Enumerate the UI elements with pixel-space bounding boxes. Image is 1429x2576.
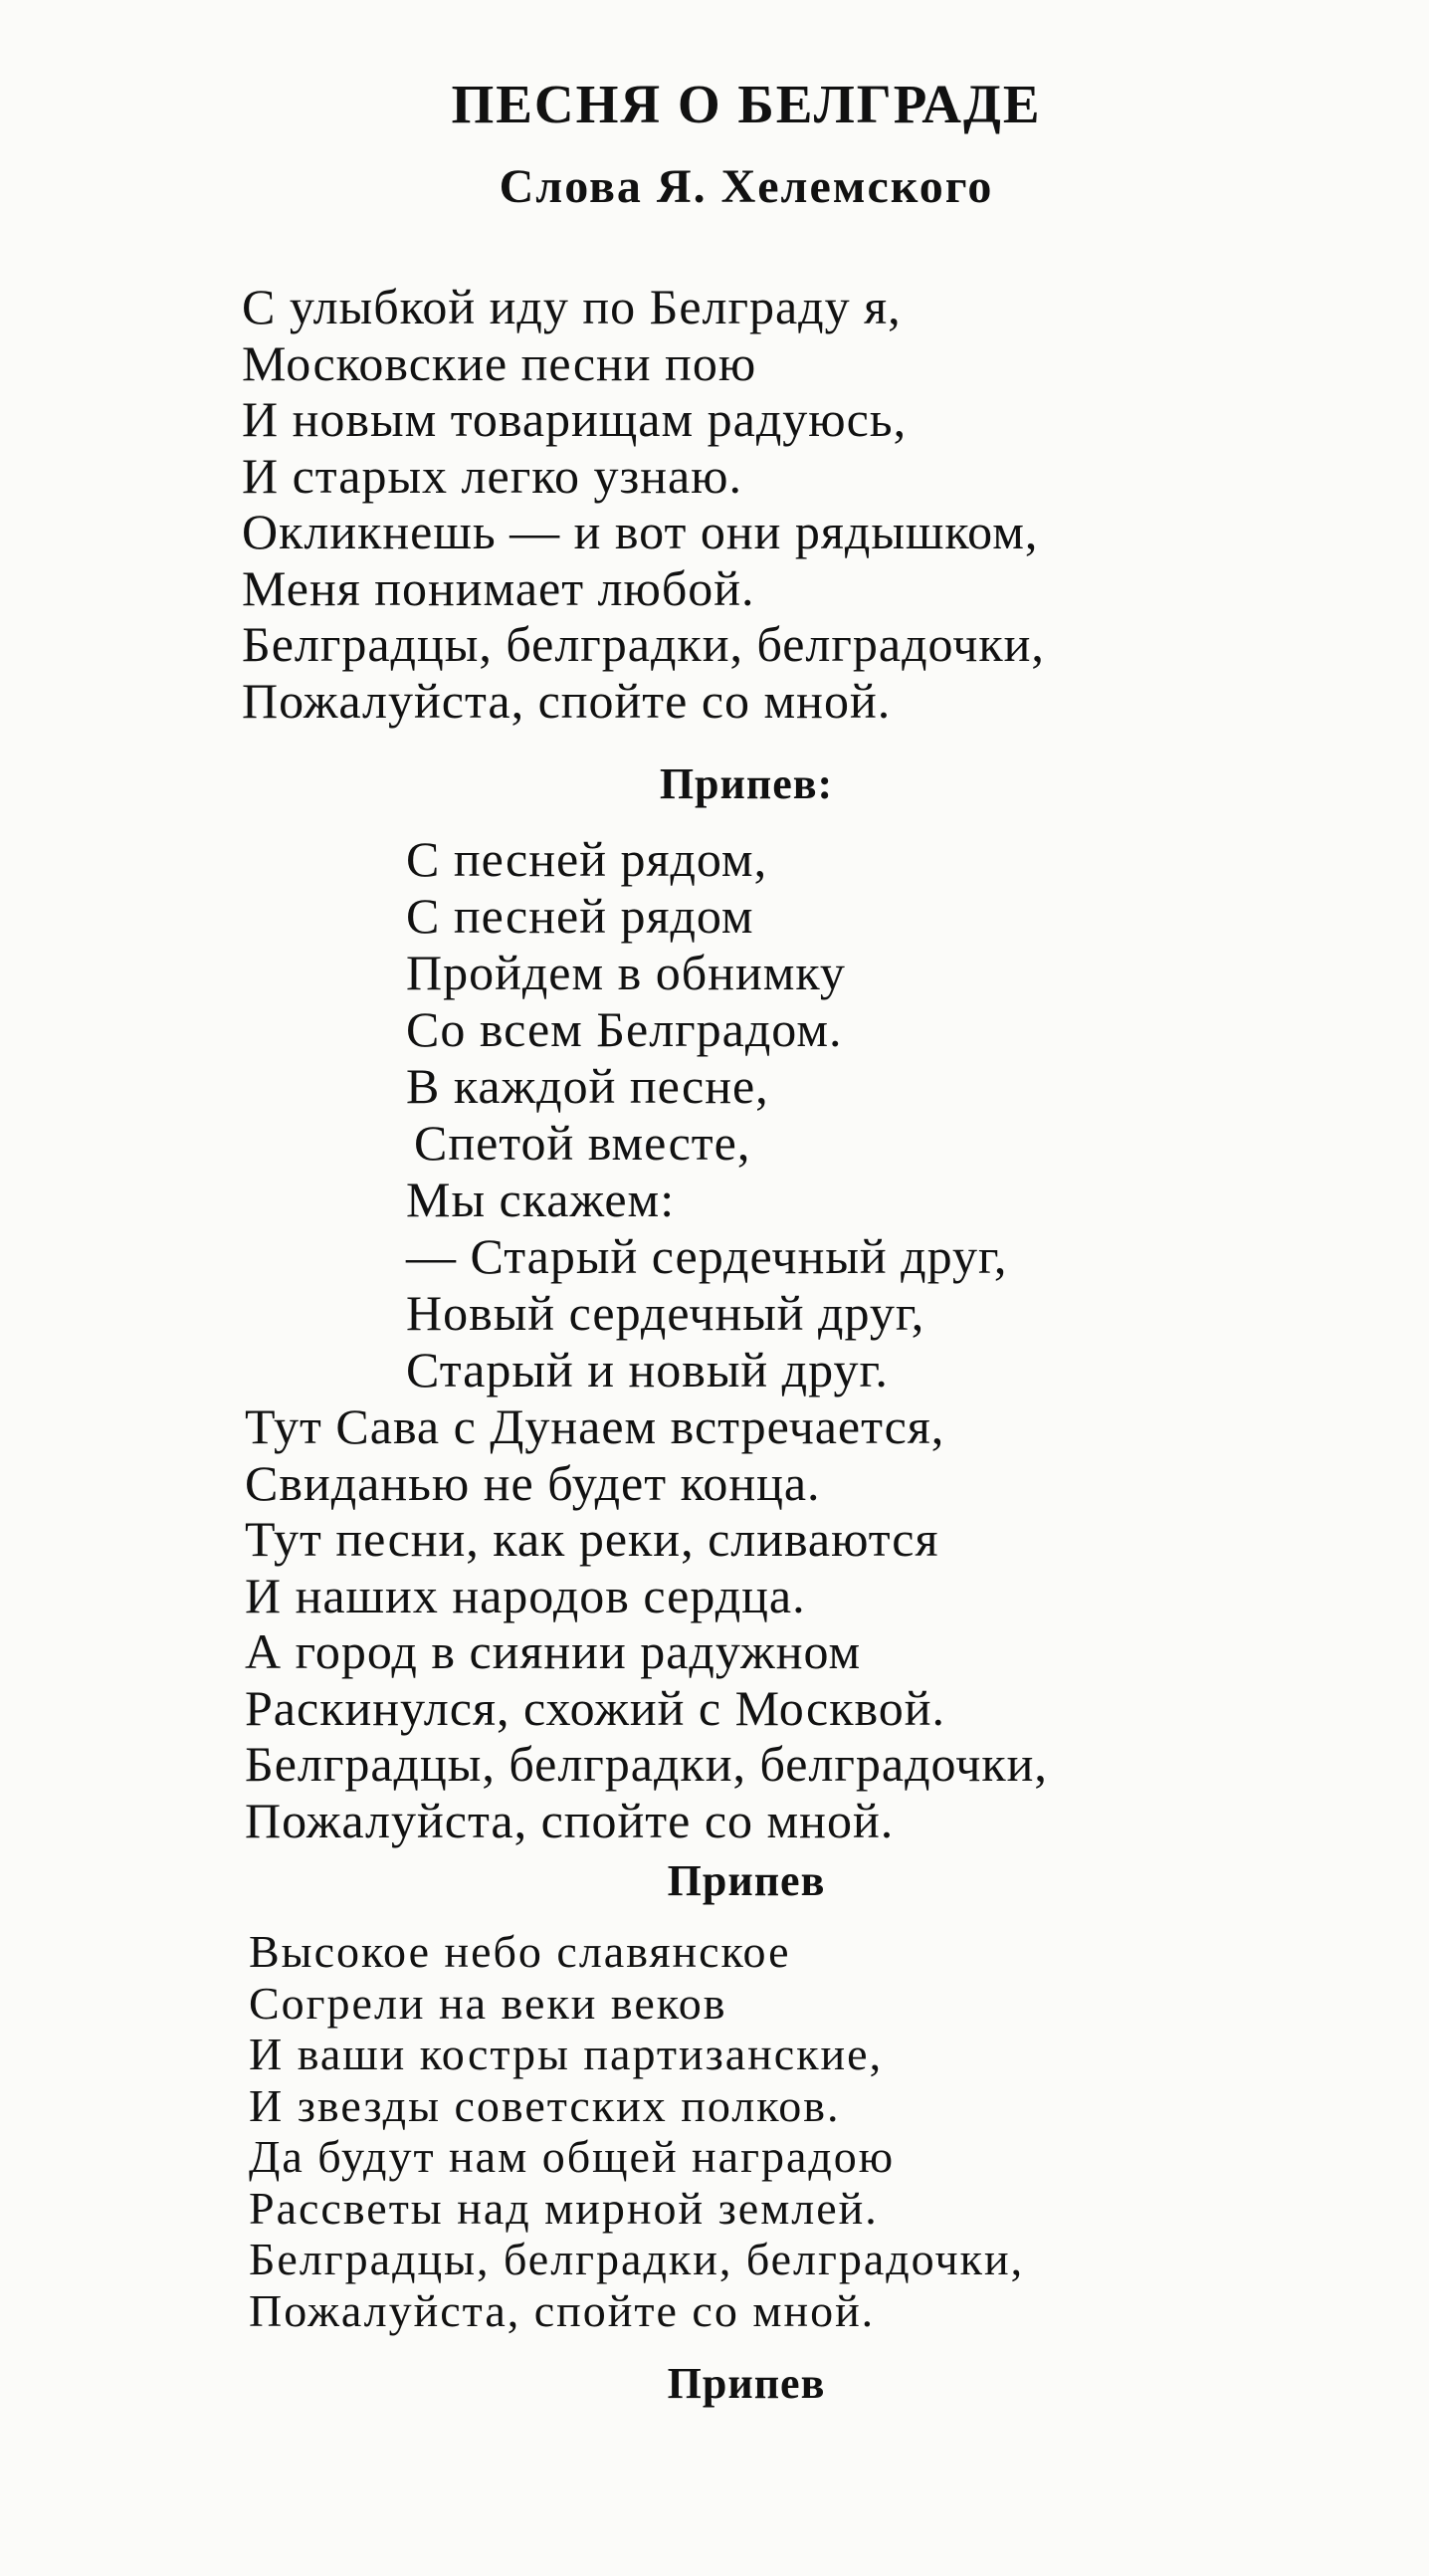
verse-line: Белградцы, белградки, белградочки, (249, 2234, 1025, 2284)
chorus-line: Мы скажем: (406, 1172, 676, 1227)
verse-line: Да будут нам общей наградою (249, 2131, 896, 2182)
verse-line: Свиданью не будет конца. (245, 1454, 821, 1511)
verse-2 (245, 1398, 1048, 1848)
verse-line: И звезды советских полков. (249, 2079, 841, 2131)
verse-line: Тут Сава с Дунаем встречается, (245, 1398, 945, 1454)
verse-3 (249, 1926, 1024, 2336)
chorus (406, 831, 1007, 1398)
chorus-line: Со всем Белградом. (406, 1001, 843, 1057)
verse-line: И наших народов сердца. (245, 1567, 806, 1623)
lyricist-credit: Слова Я. Хелемского (499, 160, 994, 213)
verse-line: Белградцы, белградки, белградочки, (242, 616, 1045, 672)
song-title: ПЕСНЯ О БЕЛГРАДЕ (451, 74, 1042, 134)
verse-line: Раскинулся, схожий с Москвой. (245, 1679, 946, 1736)
verse-line: А город в сиянии радужном (245, 1623, 862, 1679)
refrain-label: Припев (667, 1856, 826, 1905)
chorus-line: В каждой песне, (406, 1058, 769, 1114)
verse-line: Согрели на веки веков (249, 1977, 727, 2029)
verse-1 (242, 279, 1045, 729)
verse-line: Московские песни пою (242, 334, 757, 391)
chorus-line: С песней рядом (406, 888, 754, 944)
chorus-line: Новый сердечный друг, (406, 1285, 925, 1341)
verse-line: И старых легко узнаю. (242, 447, 743, 504)
chorus-line: Старый и новый друг. (406, 1342, 889, 1397)
verse-line: Белградцы, белградки, белградочки, (245, 1736, 1048, 1792)
verse-line: С улыбкой иду по Белграду я, (242, 279, 902, 334)
chorus-line: Пройдем в обнимку (406, 945, 846, 1000)
refrain-label: Припев: (659, 759, 834, 808)
verse-line: Меня понимает любой. (242, 559, 755, 616)
chorus-line: — Старый сердечный друг, (406, 1228, 1008, 1284)
chorus-line: С песней рядом, (406, 831, 768, 887)
verse-line: Высокое небо славянское (249, 1926, 791, 1977)
chorus-line: Спетой вместе, (414, 1115, 751, 1171)
verse-line: Пожалуйста, спойте со мной. (245, 1792, 895, 1848)
refrain-label: Припев (667, 2359, 826, 2408)
verse-line: Пожалуйста, спойте со мной. (242, 672, 892, 729)
verse-line: Тут песни, как реки, сливаются (245, 1511, 939, 1567)
verse-line: Рассветы над мирной землей. (249, 2182, 879, 2234)
verse-line: Пожалуйста, спойте со мной. (249, 2284, 876, 2336)
verse-line: Окликнешь — и вот они рядышком, (242, 504, 1039, 559)
verse-line: И новым товарищам радуюсь, (242, 391, 908, 447)
verse-line: И ваши костры партизанские, (249, 2029, 884, 2079)
